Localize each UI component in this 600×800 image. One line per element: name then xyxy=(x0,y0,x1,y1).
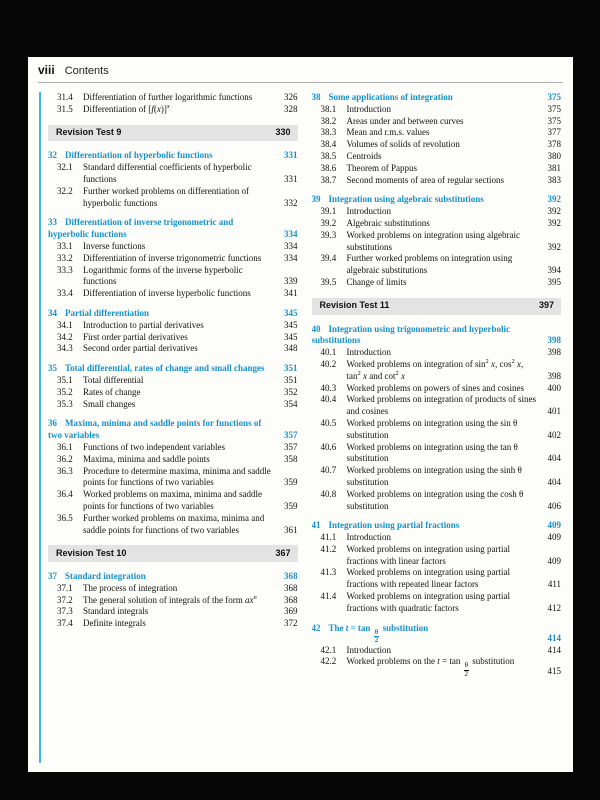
section-entry xyxy=(312,465,562,489)
section-entry xyxy=(48,92,298,104)
left-accent-line xyxy=(39,92,41,763)
section-number: 33.1 xyxy=(57,240,73,251)
section-number: 31.5 xyxy=(57,103,73,114)
section-title: Worked problems on powers of sines and cosines xyxy=(346,382,524,393)
section-number: 38.5 xyxy=(320,150,337,161)
section-page-number: 358 xyxy=(284,453,298,464)
revision-test-label: Revision Test 9 xyxy=(56,127,122,138)
section-number: 33.3 xyxy=(57,264,73,275)
section-entry xyxy=(312,645,562,657)
section-entry xyxy=(312,206,562,218)
section-title: Further worked problems on differentiation of hyperbolic functions xyxy=(83,185,250,208)
section-page-number: 392 xyxy=(547,206,561,217)
section-page-number: 352 xyxy=(284,386,298,397)
section-page-number: 328 xyxy=(284,103,298,114)
section-number: 37.2 xyxy=(57,594,73,605)
toc-column-right xyxy=(312,92,562,764)
revision-test-row xyxy=(312,298,562,315)
section-number: 37.3 xyxy=(57,606,73,617)
chapter-text xyxy=(48,150,275,162)
section-page-number: 414 xyxy=(547,644,561,655)
section-page-number: 359 xyxy=(284,477,298,488)
section-number: 38.2 xyxy=(320,115,337,126)
section-title: Worked problems on integration using algebraic substitutions xyxy=(346,229,520,252)
chapter-text xyxy=(48,308,275,320)
header-rule xyxy=(38,82,563,83)
chapter-number: 38 xyxy=(311,92,321,102)
section-number: 32.2 xyxy=(57,185,73,196)
section-entry xyxy=(312,418,562,442)
section-title: Worked problems on integration using partial fractions with linear factors xyxy=(346,543,510,566)
section-entry xyxy=(48,399,298,411)
chapter-text xyxy=(312,520,539,532)
section-title: Centroids xyxy=(346,150,382,161)
section-number: 40.7 xyxy=(320,465,337,476)
section-entry xyxy=(312,359,562,383)
revision-test-page-number: 397 xyxy=(538,300,554,311)
revision-test-label: Revision Test 10 xyxy=(56,547,127,558)
section-entry xyxy=(312,591,562,615)
section-title: Differentiation of inverse hyperbolic functions xyxy=(83,288,251,299)
section-entry xyxy=(48,104,298,116)
section-title: Further worked problems on integration using algebraic substitutions xyxy=(346,253,513,276)
section-entry xyxy=(312,394,562,418)
section-number: 40.8 xyxy=(320,488,337,499)
section-entry xyxy=(48,618,298,630)
section-title: Worked problems on integration using the tan θ substitution xyxy=(346,441,518,464)
chapter-number: 35 xyxy=(48,363,57,374)
chapter-entry xyxy=(48,363,298,375)
section-title: Areas under and between curves xyxy=(346,115,464,126)
section-entry xyxy=(48,343,298,355)
section-page-number: 400 xyxy=(547,382,561,393)
section-number: 40.3 xyxy=(320,382,337,393)
section-page-number: 409 xyxy=(547,532,561,543)
section-title: The process of integration xyxy=(83,582,178,593)
section-number: 40.5 xyxy=(320,417,337,428)
chapter-entry xyxy=(48,150,298,162)
section-title: Definite integrals xyxy=(83,618,146,629)
chapter-page-number: 368 xyxy=(284,571,298,582)
section-page-number: 348 xyxy=(284,343,298,354)
section-title: Introduction xyxy=(346,644,391,655)
revision-test-page-number: 330 xyxy=(275,127,291,138)
section-title: Functions of two independent variables xyxy=(83,441,225,452)
section-number: 41.2 xyxy=(320,543,337,554)
chapter-entry xyxy=(312,324,562,348)
section-title: Second order partial derivatives xyxy=(83,343,198,354)
section-number: 36.2 xyxy=(57,453,73,464)
section-entry xyxy=(312,230,562,254)
chapter-number: 42 xyxy=(311,622,321,633)
chapter-page-number: 331 xyxy=(284,150,298,161)
section-page-number: 375 xyxy=(547,115,561,126)
section-title: Second moments of area of regular sections xyxy=(346,174,504,185)
section-entry xyxy=(48,241,298,253)
chapter-number: 34 xyxy=(48,307,57,318)
section-entry xyxy=(48,595,298,607)
chapter-text xyxy=(312,92,539,104)
section-number: 32.1 xyxy=(57,162,73,173)
section-number: 38.3 xyxy=(320,127,337,138)
section-number: 42.1 xyxy=(320,644,337,655)
section-title: Worked problems on integration using the cosh θ substitution xyxy=(346,488,524,511)
section-entry xyxy=(48,288,298,300)
section-number: 35.2 xyxy=(57,386,73,397)
toc-columns xyxy=(48,92,561,764)
chapter-title: Some applications of integration xyxy=(328,92,453,102)
section-title: Worked problems on integration of $\sin^2 x$, $\cos^2 x$, $\tan^2 x$ and $\cot^2 x$ xyxy=(346,357,524,381)
section-number: 38.6 xyxy=(320,162,337,173)
chapter-title: Integration using algebraic substitutions xyxy=(328,194,484,205)
section-page-number: 359 xyxy=(284,500,298,511)
section-number: 40.1 xyxy=(320,347,337,358)
page-header xyxy=(38,63,109,77)
chapter-number: 32 xyxy=(48,150,57,161)
chapter-number: 41 xyxy=(311,520,321,531)
section-title: Inverse functions xyxy=(83,240,146,251)
section-title: First order partial derivatives xyxy=(83,331,188,342)
section-entry xyxy=(48,375,298,387)
section-title: Worked problems on integration using the sinh θ substitution xyxy=(346,465,522,487)
chapter-title: The t = tan $\frac{\theta}{2}$ substitution xyxy=(328,622,429,645)
chapter-entry xyxy=(48,418,298,442)
section-page-number: 368 xyxy=(284,594,298,605)
section-title: Differentiation of inverse trigonometric functions xyxy=(83,252,262,263)
section-number: 42.2 xyxy=(320,656,337,667)
section-title: Small changes xyxy=(83,398,136,409)
section-number: 31.4 xyxy=(57,92,73,102)
section-page-number: 378 xyxy=(547,139,561,150)
chapter-title: Total differential, rates of change and small changes xyxy=(65,363,265,374)
chapter-page-number: 409 xyxy=(547,520,561,531)
chapter-page-number: 398 xyxy=(547,335,561,346)
revision-test-page-number: 367 xyxy=(275,547,291,558)
section-page-number: 334 xyxy=(284,252,298,263)
section-entry xyxy=(48,186,298,210)
section-entry xyxy=(312,163,562,175)
chapter-page-number: 375 xyxy=(547,92,561,102)
section-entry xyxy=(312,104,562,116)
section-number: 41.3 xyxy=(320,567,337,578)
chapter-page-number: 351 xyxy=(284,363,298,374)
section-number: 35.3 xyxy=(57,398,73,409)
section-title: Algebraic substitutions xyxy=(346,217,430,228)
section-page-number: 392 xyxy=(547,217,561,228)
section-number: 40.4 xyxy=(320,394,337,405)
section-page-number: 334 xyxy=(284,240,298,251)
section-number: 41.1 xyxy=(320,532,337,543)
section-number: 36.1 xyxy=(57,441,73,452)
section-number: 39.5 xyxy=(320,276,337,287)
section-entry xyxy=(312,544,562,568)
section-entry xyxy=(48,442,298,454)
revision-test-label: Revision Test 11 xyxy=(319,300,390,311)
section-entry xyxy=(312,151,562,163)
chapter-text xyxy=(48,217,275,241)
section-title: Introduction xyxy=(346,103,391,114)
chapter-text xyxy=(312,324,539,348)
chapter-entry xyxy=(312,520,562,532)
section-page-number: 357 xyxy=(284,441,298,452)
chapter-number: 37 xyxy=(48,571,57,582)
section-title: Further worked problems on maxima, minima and saddle points for functions of two variables xyxy=(83,512,265,535)
section-title: Logarithmic forms of the inverse hyperbolic functions xyxy=(83,264,243,287)
section-title: Worked problems on integration using partial fractions with repeated linear factors xyxy=(346,567,510,590)
section-entry xyxy=(312,347,562,359)
section-entry xyxy=(312,383,562,395)
chapter-title: Partial differentiation xyxy=(65,307,150,318)
section-entry xyxy=(312,116,562,128)
section-number: 39.1 xyxy=(320,206,337,217)
section-entry xyxy=(312,253,562,277)
section-number: 40.2 xyxy=(320,358,337,369)
section-page-number: 372 xyxy=(284,618,298,629)
section-number: 34.2 xyxy=(57,331,73,342)
section-page-number: 351 xyxy=(284,374,298,385)
chapter-text xyxy=(312,623,539,645)
section-entry xyxy=(48,583,298,595)
section-title: Worked problems on integration using partial fractions with quadratic factors xyxy=(346,591,510,613)
section-page-number: 411 xyxy=(547,579,561,590)
section-entry xyxy=(48,332,298,344)
chapter-page-number: 414 xyxy=(547,632,561,643)
section-entry xyxy=(312,175,562,187)
chapter-page-number: 334 xyxy=(284,229,298,240)
section-page-number: 415 xyxy=(547,666,561,677)
section-title: Worked problems on the t = tan $\frac{\theta}{2}$ substitution xyxy=(346,656,515,678)
section-number: 33.4 xyxy=(57,288,73,299)
revision-test-row xyxy=(48,125,298,142)
chapter-title: Standard integration xyxy=(65,571,146,582)
section-entry xyxy=(48,454,298,466)
section-page-number: 404 xyxy=(547,453,561,464)
section-number: 38.4 xyxy=(320,139,337,150)
section-title: Procedure to determine maxima, minima and saddle points for functions of two variables xyxy=(83,465,271,488)
section-entry xyxy=(48,162,298,186)
section-page-number: 326 xyxy=(284,92,298,102)
section-page-number: 404 xyxy=(547,476,561,487)
chapter-entry xyxy=(312,623,562,645)
section-page-number: 331 xyxy=(284,173,298,184)
section-title: Differentiation of further logarithmic functions xyxy=(83,92,253,102)
section-title: The general solution of integrals of the form $ax^n$ xyxy=(83,593,257,605)
chapter-text xyxy=(48,418,275,442)
section-number: 36.3 xyxy=(57,465,73,476)
section-number: 33.2 xyxy=(57,252,73,263)
section-title: Differentiation of $[f(x)]^x$ xyxy=(83,102,170,114)
section-page-number: 406 xyxy=(547,500,561,511)
section-entry xyxy=(48,320,298,332)
section-entry xyxy=(312,442,562,466)
chapter-text xyxy=(48,363,275,375)
chapter-text xyxy=(312,194,539,206)
section-title: Theorem of Pappus xyxy=(346,162,417,173)
section-number: 39.4 xyxy=(320,253,337,264)
chapter-page-number: 392 xyxy=(547,194,561,205)
section-number: 38.1 xyxy=(320,103,337,114)
section-entry xyxy=(48,253,298,265)
chapter-text xyxy=(48,571,275,583)
section-page-number: 395 xyxy=(547,276,561,287)
chapter-title: Maxima, minima and saddle points for functions of two variables xyxy=(48,418,262,441)
section-page-number: 392 xyxy=(547,241,561,252)
section-page-number: 394 xyxy=(547,265,561,276)
section-page-number: 398 xyxy=(547,370,561,381)
section-title: Worked problems on integration using the sin θ substitution xyxy=(346,417,518,440)
revision-test-row xyxy=(48,545,298,562)
section-number: 37.1 xyxy=(57,582,73,593)
section-page-number: 398 xyxy=(547,347,561,358)
chapter-title: Differentiation of inverse trigonometric and hyperbolic functions xyxy=(48,217,234,240)
section-number: 34.1 xyxy=(57,319,73,330)
chapter-entry xyxy=(312,92,562,104)
section-entry xyxy=(312,532,562,544)
contents-page xyxy=(28,57,573,772)
section-number: 39.2 xyxy=(320,217,337,228)
toc-column-left xyxy=(48,92,298,764)
chapter-page-number: 345 xyxy=(284,307,298,318)
section-page-number: 401 xyxy=(547,406,561,417)
section-entry xyxy=(312,489,562,513)
chapter-page-number: 357 xyxy=(284,430,298,441)
section-number: 41.4 xyxy=(320,591,337,602)
section-page-number: 354 xyxy=(284,398,298,409)
section-number: 34.3 xyxy=(57,343,73,354)
section-title: Change of limits xyxy=(346,276,407,287)
chapter-entry xyxy=(48,571,298,583)
chapter-title: Differentiation of hyperbolic functions xyxy=(65,150,213,161)
section-entry xyxy=(312,139,562,151)
section-page-number: 341 xyxy=(284,288,298,299)
section-number: 40.6 xyxy=(320,441,337,452)
section-page-number: 368 xyxy=(284,582,298,593)
section-page-number: 332 xyxy=(284,197,298,208)
section-title: Rates of change xyxy=(83,386,141,397)
chapter-title: Integration using partial fractions xyxy=(328,520,460,531)
chapter-number: 33 xyxy=(48,217,57,228)
section-page-number: 375 xyxy=(547,103,561,114)
section-number: 37.4 xyxy=(57,618,73,629)
section-page-number: 381 xyxy=(547,162,561,173)
section-entry xyxy=(312,656,562,678)
section-entry xyxy=(48,265,298,289)
section-title: Mean and r.m.s. values xyxy=(346,127,430,138)
section-page-number: 361 xyxy=(284,524,298,535)
chapter-number: 36 xyxy=(48,418,57,429)
section-page-number: 412 xyxy=(547,602,561,613)
chapter-entry xyxy=(48,217,298,241)
section-title: Introduction xyxy=(346,347,391,358)
section-page-number: 409 xyxy=(547,555,561,566)
section-title: Worked problems on integration of products of sines and cosines xyxy=(346,394,536,417)
section-page-number: 402 xyxy=(547,429,561,440)
section-title: Introduction to partial derivatives xyxy=(83,319,204,330)
section-number: 39.3 xyxy=(320,229,337,240)
section-page-number: 345 xyxy=(284,331,298,342)
section-page-number: 383 xyxy=(547,174,561,185)
header-title: Contents xyxy=(64,65,109,77)
section-entry xyxy=(48,387,298,399)
chapter-number: 39 xyxy=(311,194,321,205)
section-page-number: 380 xyxy=(547,150,561,161)
section-entry xyxy=(312,567,562,591)
section-number: 38.7 xyxy=(320,174,337,185)
section-page-number: 345 xyxy=(284,319,298,330)
chapter-entry xyxy=(312,194,562,206)
section-title: Introduction xyxy=(346,206,391,217)
section-title: Introduction xyxy=(346,532,391,543)
section-title: Total differential xyxy=(83,374,144,385)
section-title: Worked problems on maxima, minima and saddle points for functions of two variables xyxy=(83,489,262,511)
chapter-title: Integration using trigonometric and hyperbolic substitutions xyxy=(311,323,510,346)
section-number: 36.5 xyxy=(57,512,73,523)
chapter-entry xyxy=(48,308,298,320)
section-title: Standard integrals xyxy=(83,606,149,617)
section-entry xyxy=(312,218,562,230)
section-entry xyxy=(312,277,562,289)
section-entry xyxy=(48,513,298,537)
section-page-number: 369 xyxy=(284,606,298,617)
section-title: Volumes of solids of revolution xyxy=(346,139,460,150)
section-page-number: 339 xyxy=(284,276,298,287)
section-number: 35.1 xyxy=(57,374,73,385)
section-entry xyxy=(48,606,298,618)
section-title: Standard differential coefficients of hyperbolic functions xyxy=(83,162,252,184)
section-title: Maxima, minima and saddle points xyxy=(83,453,210,464)
section-number: 36.4 xyxy=(57,489,73,500)
section-entry xyxy=(48,489,298,513)
chapter-number: 40 xyxy=(311,323,321,334)
section-page-number: 377 xyxy=(547,127,561,138)
section-entry xyxy=(312,127,562,139)
folio-page-number: viii xyxy=(38,63,55,77)
section-entry xyxy=(48,466,298,490)
